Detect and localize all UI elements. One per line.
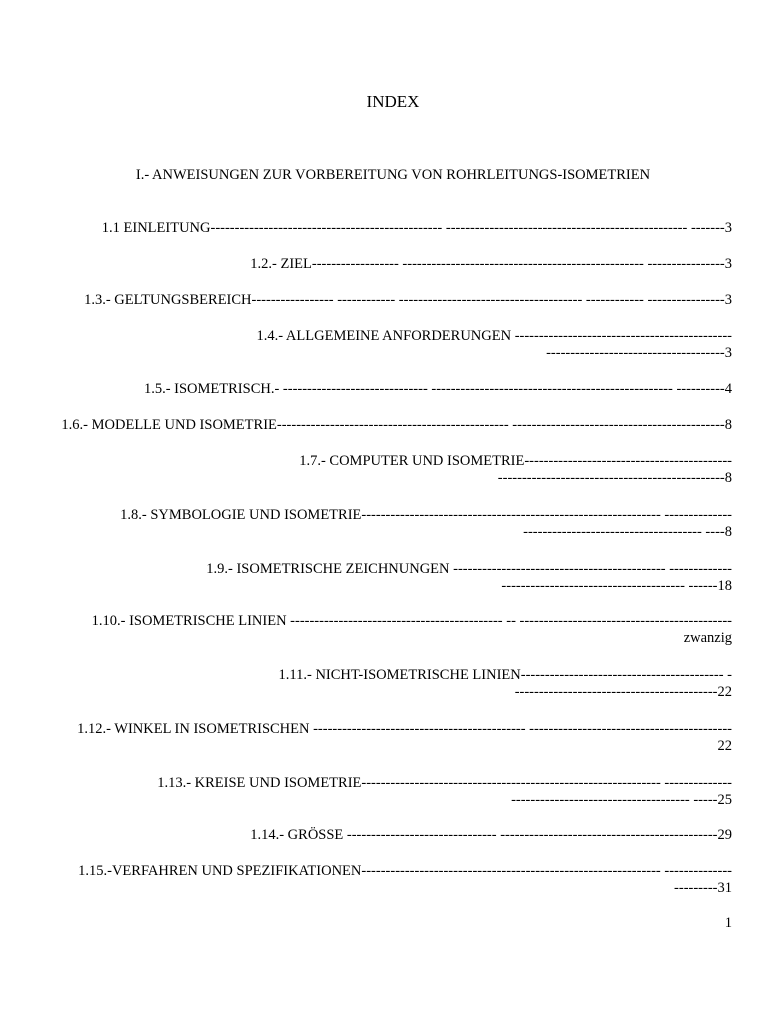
toc-entry-verfahren-und-spezifikationen[interactable] [42, 863, 732, 897]
toc-entry-line: 1.7.- COMPUTER UND ISOMETRIE------------------------------------------- [299, 453, 732, 469]
toc-entry-line: 1.3.- GELTUNGSBEREICH----------------- ------------ -------------------------------------- ------------ ----------------3 [84, 292, 732, 308]
toc-entry-line: -------------------------------------- ------18 [501, 578, 732, 594]
toc-entry-ziel[interactable] [42, 256, 732, 273]
toc-entry-winkel-in-isometrischen[interactable] [42, 721, 732, 755]
toc-entry-line: ------------------------------------------22 [514, 684, 732, 700]
toc-entry-line: 1.9.- ISOMETRISCHE ZEICHNUNGEN -------------------------------------------- ------------- [206, 561, 732, 577]
toc-entry-line: 1.15.-VERFAHREN UND SPEZIFIKATIONEN-------------------------------------------------------------- -------------- [78, 863, 732, 879]
page-number: 1 [724, 915, 732, 931]
section-heading: I.- ANWEISUNGEN ZUR VORBEREITUNG VON ROHRLEITUNGS-ISOMETRIEN [135, 167, 651, 183]
toc-entry-kreise-und-isometrie[interactable] [42, 775, 732, 809]
toc-entry-line: 1.2.- ZIEL------------------ -------------------------------------------------- ----------------3 [250, 256, 732, 272]
toc-entry-symbologie-und-isometrie[interactable] [42, 507, 732, 541]
toc-entry-line: 1.11.- NICHT-ISOMETRISCHE LINIEN------------------------------------------ - [278, 667, 732, 683]
toc-entry-line: 1.8.- SYMBOLOGIE UND ISOMETRIE-------------------------------------------------------------- -------------- [120, 507, 732, 523]
toc-entry-groesse[interactable] [42, 827, 732, 844]
toc-entry-line: 22 [717, 738, 732, 754]
toc-entry-line: -----------------------------------------------8 [497, 470, 732, 486]
toc-entry-line: ---------31 [674, 880, 732, 896]
page-title: INDEX [366, 92, 420, 111]
toc-entry-line: 1.4.- ALLGEMEINE ANFORDERUNGEN --------------------------------------------- [256, 328, 732, 344]
toc-entry-isometrisch[interactable] [42, 381, 732, 398]
toc-entry-allgemeine-anforderungen[interactable] [42, 328, 732, 362]
toc-entry-line: -------------------------------------3 [546, 345, 732, 361]
toc-entry-isometrische-linien[interactable] [42, 613, 732, 647]
toc-entry-modelle-und-isometrie[interactable] [42, 417, 732, 434]
toc-entry-computer-und-isometrie[interactable] [42, 453, 732, 487]
toc-entry-geltungsbereich[interactable] [42, 292, 732, 309]
toc-entry-line: zwanzig [683, 630, 732, 646]
toc-entry-line: 1.6.- MODELLE UND ISOMETRIE------------------------------------------------ --------------------------------------------8 [61, 417, 732, 433]
toc-entry-nicht-isometrische-linien[interactable] [42, 667, 732, 701]
toc-entry-line: 1.14.- GRÖSSE ------------------------------- ---------------------------------------------29 [250, 827, 732, 843]
toc-entry-line: 1.10.- ISOMETRISCHE LINIEN -------------------------------------------- -- -------------------------------------------- [91, 613, 732, 629]
toc-entry-line: 1.1 EINLEITUNG------------------------------------------------ -------------------------------------------------- -------3 [101, 220, 732, 236]
toc-entry-isometrische-zeichnungen[interactable] [42, 561, 732, 595]
toc-entry-line: ------------------------------------- ----8 [523, 524, 732, 540]
toc-entry-line: 1.5.- ISOMETRISCH.- ------------------------------ -------------------------------------------------- ----------4 [143, 381, 732, 397]
toc-entry-line: 1.12.- WINKEL IN ISOMETRISCHEN -------------------------------------------- ------------------------------------------ [77, 721, 732, 737]
toc-entry-line: ------------------------------------- -----25 [511, 792, 732, 808]
toc-entry-einleitung[interactable] [42, 220, 732, 237]
toc-entry-line: 1.13.- KREISE UND ISOMETRIE-------------------------------------------------------------- -------------- [157, 775, 732, 791]
